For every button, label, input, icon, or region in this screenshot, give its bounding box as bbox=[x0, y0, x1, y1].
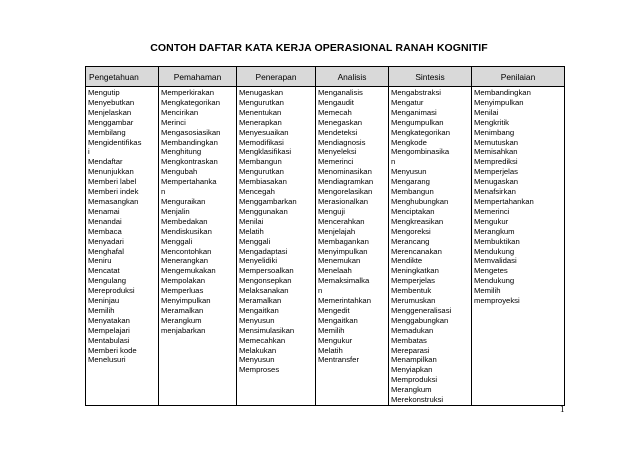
verb-item: Memberi label bbox=[88, 177, 137, 187]
verb-item: Menyimpulkan bbox=[161, 296, 211, 306]
verb-item: Merangkum bbox=[391, 385, 432, 395]
page-title: CONTOH DAFTAR KATA KERJA OPERASIONAL RANAH KOGNITIF bbox=[150, 42, 488, 54]
verb-item: Mengkritik bbox=[474, 117, 510, 127]
verb-item: Menguji bbox=[318, 206, 345, 216]
verb-item: Menggabungkan bbox=[391, 315, 449, 325]
verb-item: Menggali bbox=[161, 236, 193, 246]
verb-item: Mempertahankan bbox=[474, 196, 534, 206]
verb-item: Mendiagramkan bbox=[318, 177, 374, 187]
verb-item: Membentuk bbox=[391, 286, 432, 296]
page-number: 1 bbox=[560, 404, 565, 414]
verb-item: Mencirikan bbox=[161, 107, 199, 117]
verb-item: Menyusun bbox=[391, 167, 427, 177]
verb-item: Menyeleksi bbox=[318, 147, 357, 157]
verb-item: Mengulang bbox=[88, 276, 127, 286]
verb-item: Mengukur bbox=[474, 216, 509, 226]
body-row bbox=[86, 87, 565, 406]
verb-item: Mengidentifikas bbox=[88, 137, 142, 147]
verb-item: Mengaitkan bbox=[318, 315, 358, 325]
verb-item: Mengarang bbox=[391, 177, 430, 187]
verb-item: n bbox=[391, 157, 396, 167]
verb-item: Menimbang bbox=[474, 127, 515, 137]
verb-item: Mengadaptasi bbox=[239, 246, 288, 256]
verb-item: Memperluas bbox=[161, 286, 204, 296]
verb-item: Membandingkan bbox=[161, 137, 218, 147]
cell-analisis bbox=[316, 87, 389, 406]
verb-item: Mendaftar bbox=[88, 157, 123, 167]
verb-item: Memilih bbox=[474, 286, 501, 296]
verb-item: Mengorelasikan bbox=[318, 187, 373, 197]
header-penerapan: Penerapan bbox=[237, 67, 316, 87]
verb-item: Menjelajah bbox=[318, 226, 356, 236]
verb-item: Mempersoalkan bbox=[239, 266, 294, 276]
verb-item: Menggali bbox=[239, 236, 271, 246]
verb-item: Menerangkan bbox=[161, 256, 209, 266]
verb-item: Memerintahkan bbox=[318, 296, 371, 306]
verb-item: Memasangkan bbox=[88, 196, 139, 206]
cell-penilaian bbox=[472, 87, 565, 406]
verb-item: Merinci bbox=[161, 117, 186, 127]
verb-item: Membuktikan bbox=[474, 236, 520, 246]
verb-item: Memproses bbox=[239, 365, 280, 375]
verb-item: Menggambarkan bbox=[239, 196, 297, 206]
verb-item: Menentukan bbox=[239, 107, 282, 117]
verb-item: Menyimpulkan bbox=[318, 246, 368, 256]
verb-item: Memberi indek bbox=[88, 187, 139, 197]
cell-pengetahuan bbox=[86, 87, 159, 406]
verb-item: Mentransfer bbox=[318, 355, 360, 365]
verb-item: Memperjelas bbox=[474, 167, 519, 177]
verb-item: Membagankan bbox=[318, 236, 369, 246]
verb-item: Mengaitkan bbox=[239, 305, 279, 315]
verb-item: Menilai bbox=[474, 107, 499, 117]
verb-item: Menghafal bbox=[88, 246, 124, 256]
verb-item: Mendukung bbox=[474, 276, 515, 286]
verb-item: Mencontohkan bbox=[161, 246, 212, 256]
verb-item: Menelaah bbox=[318, 266, 352, 276]
kko-table bbox=[85, 66, 565, 406]
verb-item: Mengombinasika bbox=[391, 147, 450, 157]
verb-item: Meninjau bbox=[88, 296, 120, 306]
verb-item: Menggambar bbox=[88, 117, 134, 127]
verb-item: Mendukung bbox=[474, 246, 515, 256]
verb-item: Mengkreasikan bbox=[391, 216, 444, 226]
verb-item: Mendiagnosis bbox=[318, 137, 366, 147]
header-row bbox=[86, 67, 565, 87]
verb-item: Memilih bbox=[318, 325, 345, 335]
verb-item: Mengkontraskan bbox=[161, 157, 218, 167]
verb-item: Mencerahkan bbox=[318, 216, 365, 226]
verb-item: Mengetes bbox=[474, 266, 508, 276]
verb-item: Menganimasi bbox=[391, 107, 437, 117]
verb-item: Memisahkan bbox=[474, 147, 518, 157]
verb-item: Menerapkan bbox=[239, 117, 282, 127]
verb-item: Menugaskan bbox=[239, 88, 284, 97]
verb-item: Mengumpulkan bbox=[391, 117, 444, 127]
verb-item: Menyatakan bbox=[88, 315, 130, 325]
verb-item: Menelusuri bbox=[88, 355, 126, 365]
verb-item: Melatih bbox=[318, 345, 343, 355]
verb-item: Menugaskan bbox=[474, 177, 519, 187]
verb-item: Memadukan bbox=[391, 325, 434, 335]
verb-item: Menghitung bbox=[161, 147, 202, 157]
verb-item: Mengklasifikasi bbox=[239, 147, 292, 157]
verb-item: Mentabulasi bbox=[88, 335, 130, 345]
verb-item: Menjelaskan bbox=[88, 107, 132, 117]
verb-item: Mengubah bbox=[161, 167, 198, 177]
verb-item: Menggunakan bbox=[239, 206, 288, 216]
verb-item: Membandingkan bbox=[474, 88, 531, 97]
verb-item: Memproduksi bbox=[391, 375, 438, 385]
verb-item: Mengurutkan bbox=[239, 97, 284, 107]
verb-item: Menyesuaikan bbox=[239, 127, 289, 137]
header-pemahaman: Pemahaman bbox=[159, 67, 237, 87]
verb-item: Memecahkan bbox=[239, 335, 286, 345]
verb-item: Merancang bbox=[391, 236, 430, 246]
verb-item: Meningkatkan bbox=[391, 266, 439, 276]
verb-item: n bbox=[318, 286, 323, 296]
verb-item: Menafsirkan bbox=[474, 187, 516, 197]
verb-item: Membangun bbox=[391, 187, 434, 197]
verb-item: Memperjelas bbox=[391, 276, 436, 286]
verb-item: Menyebutkan bbox=[88, 97, 135, 107]
verb-item: i bbox=[88, 147, 90, 157]
verb-item: Meramalkan bbox=[239, 296, 282, 306]
verb-item: Memilih bbox=[88, 305, 115, 315]
verb-item: Menandai bbox=[88, 216, 122, 226]
verb-item: Mempelajari bbox=[88, 325, 130, 335]
verb-item: Memaksimalka bbox=[318, 276, 370, 286]
verb-item: Mengatur bbox=[391, 97, 424, 107]
verb-item: Menyadari bbox=[88, 236, 124, 246]
verb-item: Membatas bbox=[391, 335, 427, 345]
verb-item: Mengkode bbox=[391, 137, 427, 147]
verb-item: Mencatat bbox=[88, 266, 120, 276]
verb-item: Membaca bbox=[88, 226, 122, 236]
verb-item: Memperkirakan bbox=[161, 88, 214, 97]
verb-item: Menyusun bbox=[239, 355, 275, 365]
verb-item: Mempertahanka bbox=[161, 177, 217, 187]
verb-item: menjabarkan bbox=[161, 325, 206, 335]
verb-item: Merencanakan bbox=[391, 246, 442, 256]
verb-item: Mengutip bbox=[88, 88, 120, 97]
verb-item: Menyelidiki bbox=[239, 256, 278, 266]
verb-item: Menominasikan bbox=[318, 167, 372, 177]
verb-item: Merumuskan bbox=[391, 296, 436, 306]
verb-item: Membiasakan bbox=[239, 177, 287, 187]
verb-item: Meniru bbox=[88, 256, 112, 266]
verb-item: Mengaudit bbox=[318, 97, 354, 107]
verb-item: Mengurutkan bbox=[239, 167, 284, 177]
verb-item: Mengukur bbox=[318, 335, 353, 345]
verb-item: Mendiskusikan bbox=[161, 226, 212, 236]
verb-item: Membedakan bbox=[161, 216, 208, 226]
verb-item: Memodifikasi bbox=[239, 137, 284, 147]
verb-item: Merasionalkan bbox=[318, 196, 368, 206]
verb-item: Mengkategorikan bbox=[161, 97, 220, 107]
verb-item: Mengabstraksi bbox=[391, 88, 441, 97]
verb-item: Menggeneralisasi bbox=[391, 305, 452, 315]
header-analisis: Analisis bbox=[316, 67, 389, 87]
verb-item: Menemukan bbox=[318, 256, 361, 266]
verb-item: Menyusun bbox=[239, 315, 275, 325]
verb-item: Membangun bbox=[239, 157, 282, 167]
verb-item: Menampilkan bbox=[391, 355, 437, 365]
verb-item: Memecah bbox=[318, 107, 352, 117]
verb-item: Menyimpulkan bbox=[474, 97, 524, 107]
header-penilaian: Penilaian bbox=[472, 67, 565, 87]
verb-item: Mengonsepkan bbox=[239, 276, 292, 286]
verb-item: Memerinci bbox=[474, 206, 510, 216]
cell-sintesis bbox=[389, 87, 472, 406]
verb-item: Mensimulasikan bbox=[239, 325, 295, 335]
verb-item: Mengemukakan bbox=[161, 266, 216, 276]
verb-item: Mengkategorikan bbox=[391, 127, 450, 137]
verb-item: Memvalidasi bbox=[474, 256, 517, 266]
verb-item: Memberi kode bbox=[88, 345, 137, 355]
verb-item: memproyeksi bbox=[474, 296, 520, 306]
verb-item: Mengoreksi bbox=[391, 226, 431, 236]
verb-item: Merangkum bbox=[474, 226, 515, 236]
verb-item: Mempolakan bbox=[161, 276, 206, 286]
verb-item: Menegaskan bbox=[318, 117, 363, 127]
verb-item: Mencegah bbox=[239, 187, 275, 197]
verb-item: Mereproduksi bbox=[88, 286, 135, 296]
verb-item: Meramalkan bbox=[161, 305, 204, 315]
verb-item: Mereparasi bbox=[391, 345, 430, 355]
verb-item: Mengedit bbox=[318, 305, 350, 315]
verb-item: n bbox=[161, 187, 166, 197]
verb-item: Menilai bbox=[239, 216, 264, 226]
header-sintesis: Sintesis bbox=[389, 67, 472, 87]
verb-item: Menciptakan bbox=[391, 206, 435, 216]
cell-penerapan bbox=[237, 87, 316, 406]
verb-item: Menunjukkan bbox=[88, 167, 134, 177]
verb-item: Melatih bbox=[239, 226, 264, 236]
verb-item: Membilang bbox=[88, 127, 126, 137]
header-pengetahuan: Pengetahuan bbox=[86, 67, 159, 87]
verb-item: Mendeteksi bbox=[318, 127, 358, 137]
verb-item: Melakukan bbox=[239, 345, 277, 355]
verb-item: Menghubungkan bbox=[391, 196, 449, 206]
verb-item: Menyiapkan bbox=[391, 365, 433, 375]
verb-item: Memprediksi bbox=[474, 157, 518, 167]
verb-item: Mendikte bbox=[391, 256, 423, 266]
verb-item: Memutuskan bbox=[474, 137, 519, 147]
verb-item: Memerinci bbox=[318, 157, 354, 167]
verb-item: Melaksanakan bbox=[239, 286, 289, 296]
verb-item: Menjalin bbox=[161, 206, 190, 216]
verb-item: Merekonstruksi bbox=[391, 395, 444, 405]
verb-item: Menganalisis bbox=[318, 88, 363, 97]
verb-item: Merangkum bbox=[161, 315, 202, 325]
verb-item: Menguraikan bbox=[161, 196, 206, 206]
verb-item: Mengasosiasikan bbox=[161, 127, 221, 137]
verb-item: Menamai bbox=[88, 206, 120, 216]
cell-pemahaman bbox=[159, 87, 237, 406]
